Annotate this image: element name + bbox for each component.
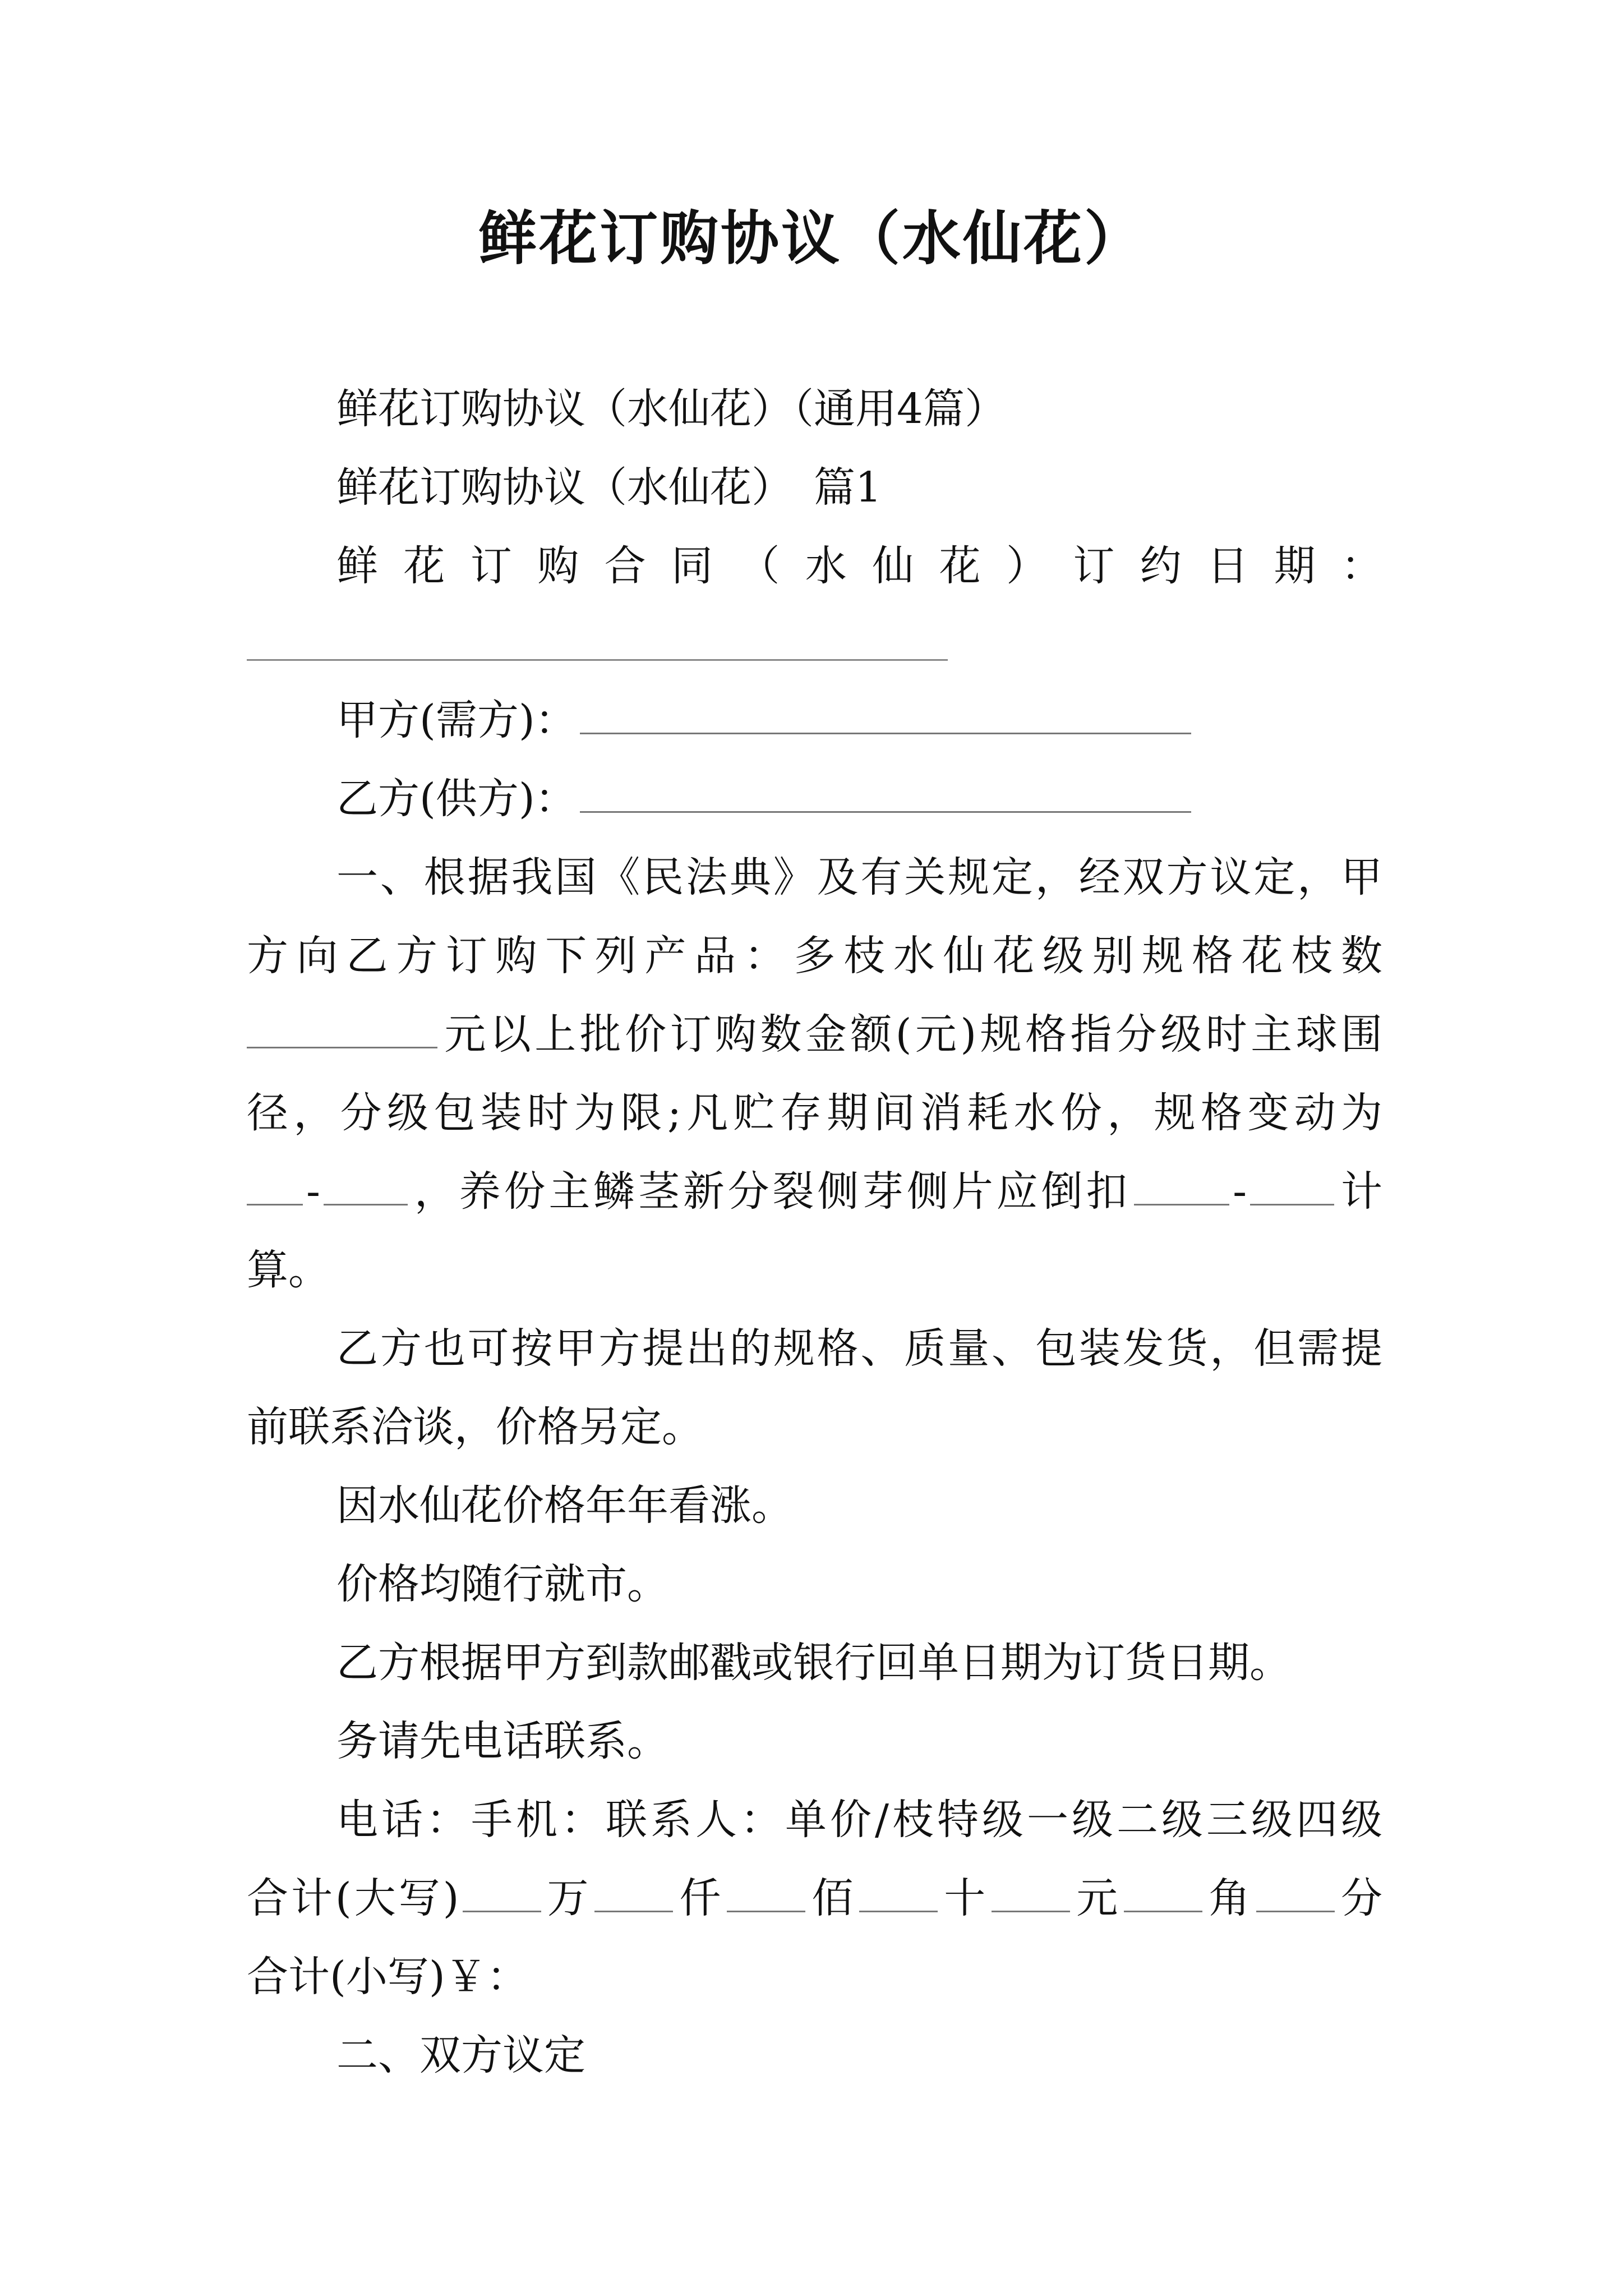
spec-blank-1: [247, 1203, 303, 1205]
total-upper-row: [247, 1860, 1382, 1937]
clause1-line5-text: ，养份主鳞茎新分裂侧芽侧片应倒扣: [411, 1167, 1131, 1216]
unit-fen: 分: [1338, 1874, 1383, 1922]
amount-blank: [1256, 1910, 1335, 1912]
clause1-line5-end: 计: [1338, 1167, 1383, 1216]
party-b-row: [247, 760, 1382, 838]
clause1-line3-row: [247, 996, 1382, 1073]
party-a-label: 甲方(需方)：: [336, 696, 577, 744]
para2-line2: 前联系洽谈，价格另定。: [247, 1403, 703, 1451]
total-upper-label: 合计(大写): [247, 1874, 459, 1922]
clause1-line6: 算。: [247, 1246, 330, 1294]
para6: 务请先电话联系。: [336, 1717, 668, 1765]
para2-line1: 乙方也可按甲方提出的规格、质量、包装发货，但需提: [336, 1324, 1382, 1373]
amount-blank: [1124, 1910, 1202, 1912]
amount-blank: [859, 1910, 938, 1912]
unit-jiao: 角: [1206, 1874, 1253, 1922]
unit-yuan: 元: [1073, 1874, 1121, 1922]
party-b-blank: [580, 810, 1191, 813]
clause1-line2: 方向乙方订购下列产品：多枝水仙花级别规格花枝数: [247, 932, 1382, 980]
amount-blank: [992, 1910, 1070, 1912]
contract-heading: 鲜花订购合同（水仙花）订约日期：: [336, 542, 1382, 590]
clause1-line5: [247, 1153, 1382, 1230]
party-b-label: 乙方(供方)：: [336, 775, 577, 823]
dash-2: -: [1233, 1167, 1247, 1216]
spec-blank-2: [324, 1203, 408, 1205]
party-a-blank: [580, 731, 1191, 734]
para5: 乙方根据甲方到款邮戳或银行回单日期为订货日期。: [336, 1639, 1291, 1687]
unit-shi: 十: [941, 1874, 989, 1922]
clause1-line3: 元以上批价订购数金额(元)规格指分级时主球围: [441, 1010, 1382, 1059]
amount-blank: [463, 1910, 541, 1912]
clause1-line4: 径，分级包装时为限;凡贮存期间消耗水份，规格变动为: [247, 1089, 1382, 1137]
amount-blank: [727, 1910, 805, 1912]
subtitle: 鲜花订购协议（水仙花）（通用4篇）: [336, 385, 1007, 433]
deduct-blank-2: [1250, 1203, 1334, 1205]
dash-1: -: [306, 1167, 321, 1216]
clause2: 二、双方议定: [336, 2031, 585, 2079]
contact-line: 电话：手机：联系人：单价/枝特级一级二级三级四级: [336, 1796, 1382, 1844]
document-title: 鲜花订购协议（水仙花）: [478, 204, 1145, 273]
party-a-row: [247, 682, 1382, 759]
unit-wan: 万: [544, 1874, 592, 1922]
total-lower: 合计(小写)￥：: [247, 1953, 528, 2001]
unit-qian: 仟: [676, 1874, 724, 1922]
date-blank-line: [247, 659, 948, 661]
para3: 因水仙花价格年年看涨。: [336, 1481, 793, 1530]
para4: 价格均随行就市。: [336, 1560, 668, 1608]
price-blank: [247, 1046, 437, 1048]
unit-bai: 佰: [809, 1874, 856, 1922]
deduct-blank-1: [1134, 1203, 1229, 1205]
amount-blank: [594, 1910, 673, 1912]
piece-heading: 鲜花订购协议（水仙花） 篇1: [336, 463, 882, 512]
clause1-line1: 一、根据我国《民法典》及有关规定，经双方议定，甲: [336, 853, 1382, 901]
